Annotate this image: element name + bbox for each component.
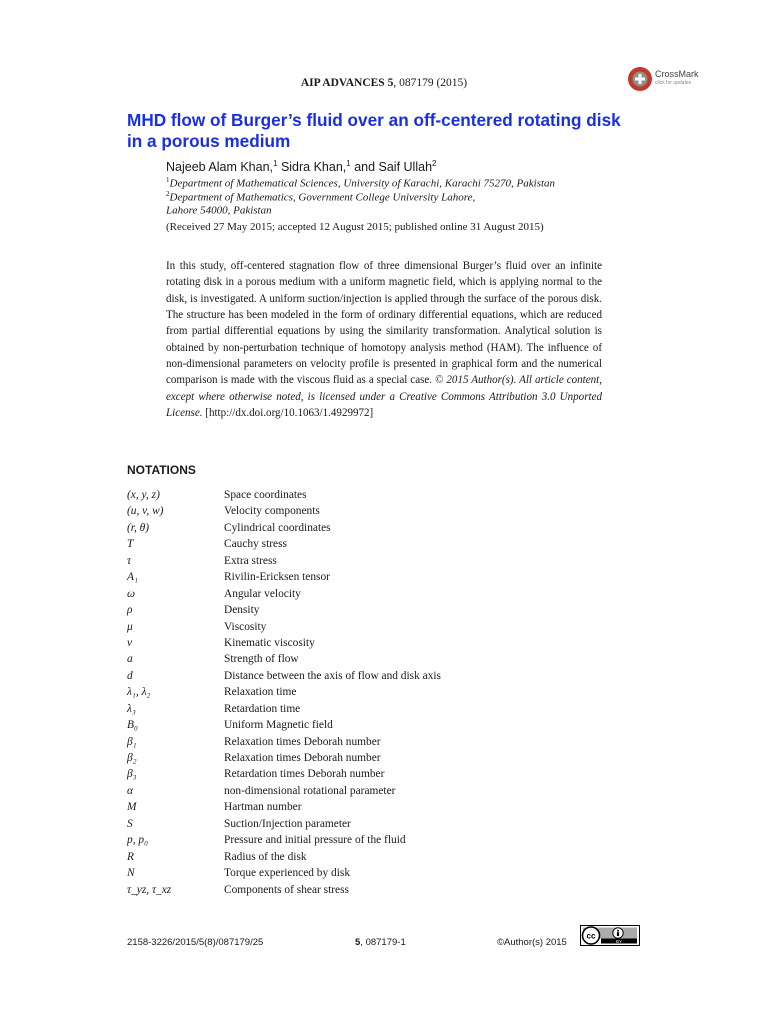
notation-description: Kinematic viscosity (224, 636, 315, 649)
notation-row (127, 867, 607, 883)
notation-symbol: B₀ (127, 719, 138, 732)
notation-row (127, 670, 607, 686)
notation-row (127, 851, 607, 867)
cc-by-license-badge[interactable] (580, 925, 640, 946)
notation-symbol: (r, θ) (127, 521, 150, 534)
abstract-body: In this study, off-centered stagnation flow of three dimensional Burger’s fluid over an infinite rotating disk in a porous medium with a uniform magnetic field, which is applying normal to the disk, is investigated. A uniform suction/injection is applied through the surface of the porous disk. The structure has been modeled in the form of ordinary differential equations, which are reduced from partial differential equations by using the similarity transformation. Analytical solution is obtained by non-perturbation technique of homotopy analysis method (HAM). The influence of non-dimensional parameters on velocity profile is presented in graphical form and the numerical comparison is made with the viscous fluid as a special case. (166, 260, 602, 387)
notation-symbol: μ (127, 620, 133, 633)
cc-by-label: BY (615, 939, 623, 945)
received-dates: (Received 27 May 2015; accepted 12 August 2015; published online 31 August 2015) (166, 221, 544, 233)
affiliation-text: Department of Mathematical Sciences, University of Karachi, Karachi 75270, Pakistan (169, 177, 556, 190)
notation-symbol: (u, v, w) (127, 505, 164, 518)
notation-symbol: λ₃ (127, 702, 136, 715)
notation-row (127, 834, 607, 850)
notation-row (127, 522, 607, 538)
abstract-license: © 2015 Author(s). All article content, except where otherwise noted, is licensed under a Creative Commons Attribution 3.0 Unported License. (166, 374, 603, 420)
notation-symbol: p, p₀ (127, 834, 149, 847)
notation-description: Cauchy stress (224, 538, 287, 551)
notation-description: Relaxation time (224, 686, 297, 699)
notation-row (127, 538, 607, 554)
notation-symbol: R (127, 850, 134, 863)
footer-page-number (355, 937, 406, 948)
notation-description: Hartman number (224, 801, 302, 814)
notation-description: Relaxation times Deborah number (224, 735, 381, 748)
footer-issn: 2158-3226/2015/5(8)/087179/25 (127, 937, 264, 948)
notation-row (127, 768, 607, 784)
notations-list (127, 489, 607, 900)
notation-row (127, 785, 607, 801)
affiliation-text: Lahore 54000, Pakistan (166, 204, 272, 217)
notation-row (127, 653, 607, 669)
notation-symbol: ν (127, 636, 133, 649)
notation-row (127, 818, 607, 834)
notation-symbol: A₁ (127, 571, 138, 584)
footer-copyright: ©Author(s) 2015 (497, 937, 567, 948)
notation-row (127, 489, 607, 505)
notation-description: Strength of flow (224, 653, 299, 666)
footer-page: , 087179-1 (360, 937, 406, 948)
notation-description: Space coordinates (224, 489, 307, 501)
paper-title: MHD flow of Burger’s fluid over an off-centered rotating disk in a porous medium (127, 110, 621, 151)
notation-description: Suction/Injection parameter (224, 817, 351, 830)
notations-heading: NOTATIONS (127, 463, 196, 477)
notation-symbol: M (127, 801, 137, 814)
author-affiliation-mark: 1 (273, 159, 278, 168)
notation-description: Distance between the axis of flow and disk axis (224, 669, 441, 682)
journal-citation: , 087179 (2015) (393, 77, 468, 89)
notation-description: Velocity components (224, 505, 320, 518)
notation-description: Retardation time (224, 702, 301, 715)
affiliation-text: Department of Mathematics, Government College University Lahore, (169, 191, 476, 204)
notation-description: Rivilin-Ericksen tensor (224, 571, 330, 584)
notation-symbol: d (127, 669, 133, 682)
notation-row (127, 588, 607, 604)
journal-name: AIP ADVANCES 5 (300, 77, 394, 89)
notation-symbol: β₂ (127, 752, 137, 764)
notation-symbol: τ_yz, τ_xz (127, 883, 172, 896)
affiliation-mark: 2 (166, 189, 170, 198)
notation-row (127, 621, 607, 637)
footer-volume: 5 (355, 937, 361, 948)
notation-row (127, 884, 607, 900)
notation-description: Relaxation times Deborah number (224, 752, 381, 764)
svg-text:cc: cc (586, 931, 596, 941)
notation-description: Angular velocity (224, 587, 301, 600)
author-affiliation-mark: 2 (432, 159, 437, 168)
notation-symbol: τ (127, 554, 132, 567)
notation-symbol: ω (127, 587, 136, 600)
author-name: and Saif Ullah (350, 160, 433, 175)
notation-description: non-dimensional rotational parameter (224, 784, 396, 797)
notation-row (127, 801, 607, 817)
notation-symbol: α (127, 784, 133, 797)
notation-description: Density (224, 604, 260, 617)
notation-row (127, 752, 607, 768)
notation-symbol: S (127, 817, 133, 830)
notation-row (127, 571, 607, 587)
notation-row (127, 736, 607, 752)
author-affiliation-mark: 1 (346, 159, 351, 168)
notation-row (127, 703, 607, 719)
notation-description: Radius of the disk (224, 850, 307, 863)
notation-row (127, 555, 607, 571)
notation-symbol: a (127, 653, 133, 666)
notation-description: Pressure and initial pressure of the fluid (224, 834, 406, 847)
notation-description: Uniform Magnetic field (224, 719, 333, 732)
notation-symbol: T (127, 538, 134, 551)
author-list (166, 159, 436, 174)
notation-symbol: λ₁, λ₂ (127, 686, 151, 699)
notation-description: Viscosity (224, 620, 267, 633)
affiliation-line (166, 201, 272, 218)
crossmark-label: CrossMark (655, 69, 699, 79)
notation-row (127, 719, 607, 735)
notation-row (127, 505, 607, 521)
notation-symbol: ρ (127, 604, 133, 617)
notation-symbol: N (127, 867, 135, 880)
notation-description: Cylindrical coordinates (224, 521, 331, 534)
doi-link[interactable]: [http://dx.doi.org/10.1063/1.4929972] (205, 407, 374, 420)
notation-description: Components of shear stress (224, 883, 349, 896)
notation-row (127, 604, 607, 620)
notation-row (127, 686, 607, 702)
crossmark-sub: click for updates (655, 80, 692, 86)
notation-description: Extra stress (224, 554, 277, 567)
abstract (166, 258, 602, 421)
notation-symbol: β₃ (127, 768, 137, 781)
crossmark-link[interactable] (627, 66, 707, 94)
author-name: Najeeb Alam Khan, (166, 160, 274, 175)
notation-description: Retardation times Deborah number (224, 768, 385, 781)
notation-symbol: (x, y, z) (127, 489, 160, 501)
notation-description: Torque experienced by disk (224, 867, 351, 880)
author-name: Sidra Khan, (277, 160, 347, 175)
notation-symbol: β₁ (127, 735, 137, 748)
notation-row (127, 637, 607, 653)
affiliation-mark: 1 (166, 176, 170, 184)
crossmark-icon (627, 66, 653, 92)
